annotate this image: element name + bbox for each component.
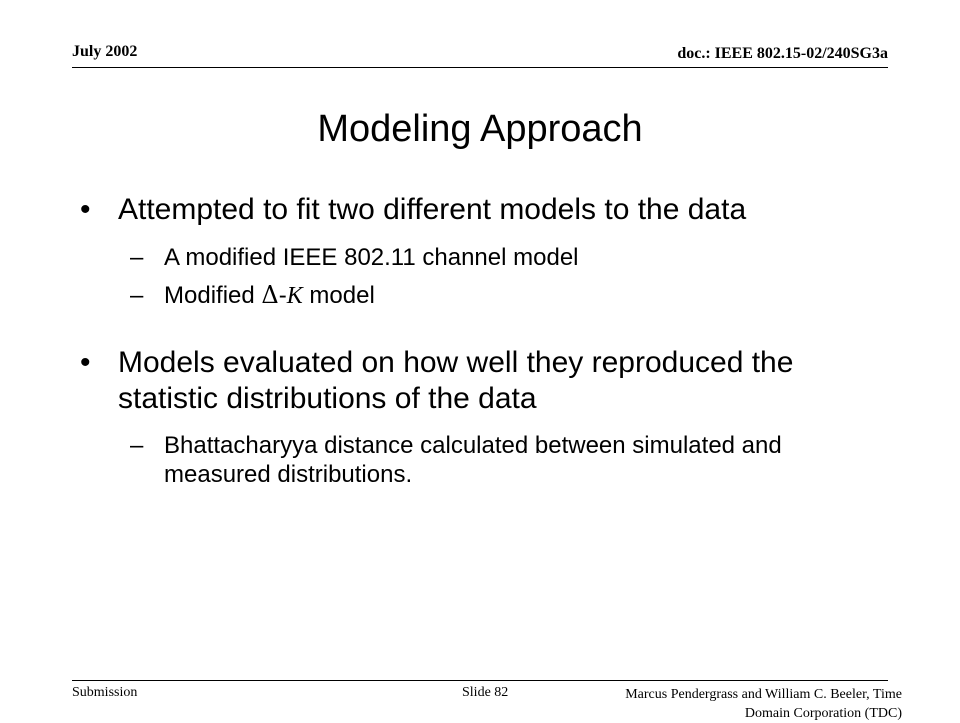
footer-slide-number: Slide 82 <box>462 685 509 700</box>
bullet-marker: • <box>80 193 91 226</box>
bullet-marker: • <box>80 346 91 379</box>
header-doc-id: doc.: IEEE 802.15-02/240SG3a <box>677 45 888 62</box>
dash-marker: – <box>130 282 144 309</box>
dash-marker: – <box>130 432 144 459</box>
dash-marker: – <box>130 244 144 271</box>
sub-bullet-text-suffix: model <box>302 282 375 309</box>
footer-author: Marcus Pendergrass and William C. Beeler, Time Domain Corporation (TDC) <box>625 687 902 721</box>
header-rule <box>72 67 888 68</box>
slide-title: Modeling Approach <box>317 108 643 150</box>
sub-bullet-text: A modified IEEE 802.11 channel model <box>164 244 579 271</box>
sub-bullet-text: Bhattacharyya distance calculated between simulated and measured distributions. <box>164 432 782 488</box>
sub-bullet-item <box>130 281 840 311</box>
sub-bullet-text-prefix: Modified <box>164 282 262 309</box>
bullet-item <box>80 192 840 228</box>
header-date: July 2002 <box>72 43 138 60</box>
footer-rule <box>72 680 888 681</box>
slide-content <box>80 192 840 489</box>
footer-submission: Submission <box>72 685 138 700</box>
delta-symbol: Δ <box>261 281 279 309</box>
bullet-text: Models evaluated on how well they reproduced the statistic distributions of the data <box>118 346 794 415</box>
bullet-text: Attempted to fit two different models to the data <box>118 193 747 226</box>
bullet-item <box>80 345 840 417</box>
k-variable: K <box>286 283 303 309</box>
sub-bullet-text <box>164 281 840 311</box>
sub-bullet-item <box>130 431 840 489</box>
sub-bullet-item <box>130 243 840 272</box>
hyphen: - <box>278 282 287 309</box>
